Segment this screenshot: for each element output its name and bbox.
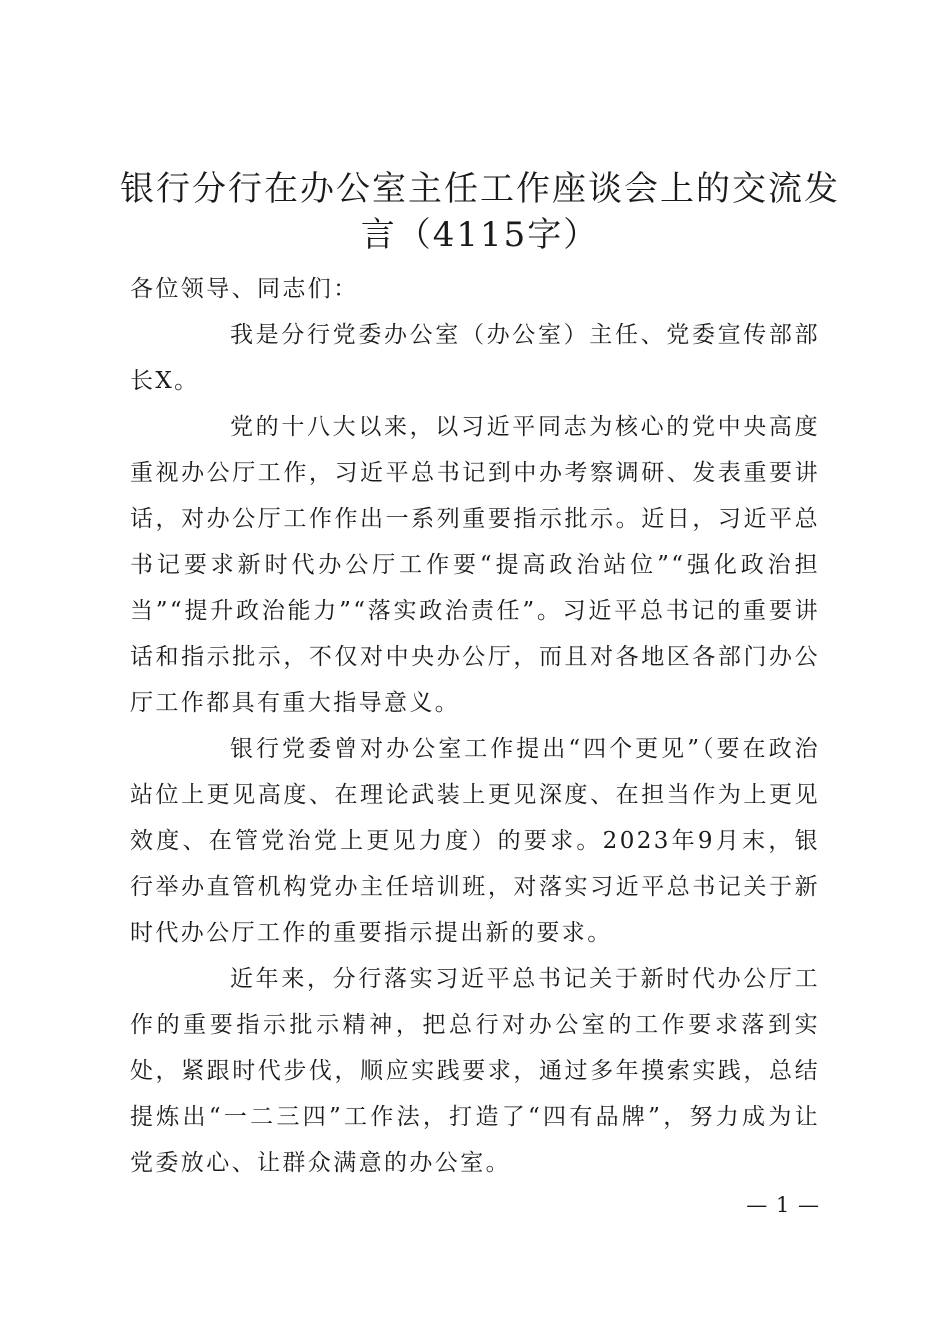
page-number: — 1 — <box>746 1193 820 1217</box>
paragraph-four-more: 银行党委曾对办公室工作提出“四个更见”（要在政治站位上更见高度、在理论武装上更见深度、在担当作为上更见效度、在管党治党上更见力度）的要求。2023年9月末，银行举办直管机构党办主任培训班，对落实习近平总书记关于新时代办公厅工作的重要指示提出新的要求。 <box>130 736 820 946</box>
paragraph-intro: 我是分行党委办公室（办公室）主任、党委宣传部部长X。 <box>130 322 820 394</box>
paragraph-recent-years: 近年来，分行落实习近平总书记关于新时代办公厅工作的重要指示批示精神，把总行对办公室的工作要求落到实处，紧跟时代步伐，顺应实践要求，通过多年摸索实践，总结提炼出“一二三四”工作法，打造了“四有品牌”，努力成为让党委放心、让群众满意的办公室。 <box>130 966 820 1176</box>
paragraph-party-congress: 党的十八大以来，以习近平同志为核心的党中央高度重视办公厅工作，习近平总书记到中办考察调研、发表重要讲话，对办公厅工作作出一系列重要指示批示。近日，习近平总书记要求新时代办公厅工作要“提高政治站位”“强化政治担当”“提升政治能力”“落实政治责任”。习近平总书记的重要讲话和指示批示，不仅对中央办公厅，而且对各地区各部门办公厅工作都具有重大指导意义。 <box>130 414 820 716</box>
salutation: 各位领导、同志们： <box>130 276 359 302</box>
document-title: 银行分行在办公室主任工作座谈会上的交流发言（4115字） <box>120 169 840 255</box>
